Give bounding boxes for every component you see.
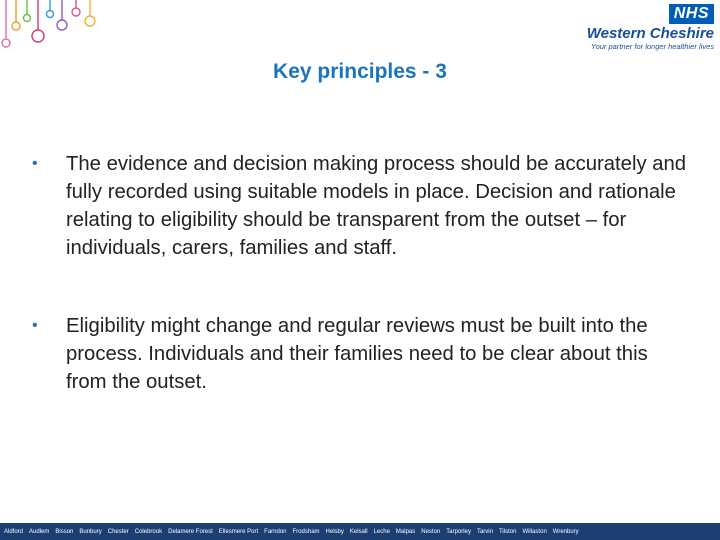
nhs-badge: NHS: [669, 4, 714, 24]
footer-town: Wrenbury: [552, 528, 579, 535]
logo-org-name: Western Cheshire: [586, 25, 714, 42]
bullet-text: Eligibility might change and regular reviews must be built into the process. Individuals and their families need to be clear about this from the outset.: [66, 315, 648, 393]
footer-town: Bunbury: [79, 528, 102, 535]
footer-town: Bisson: [55, 528, 74, 535]
bullet-item: [32, 150, 692, 262]
footer-town: Tarporley: [446, 528, 471, 535]
footer-town: Frodsham: [292, 528, 320, 535]
footer-town: Ellesmere Port: [218, 528, 259, 535]
footer-town: Helsby: [325, 528, 344, 535]
slide-title: Key principles - 3: [273, 60, 447, 83]
footer-town: Malpas: [395, 528, 416, 535]
bullet-icon: •: [32, 155, 38, 172]
footer-town: Farndon: [264, 528, 287, 535]
logo-tagline: Your partner for longer healthier lives: [591, 42, 714, 51]
nhs-western-cheshire-logo: [574, 4, 714, 50]
bullet-list: [32, 150, 692, 396]
footer-town: Leche: [373, 528, 390, 535]
bullet-icon: •: [32, 317, 38, 334]
footer-town: Delamere Forest: [168, 528, 213, 535]
footer-town: Kelsall: [349, 528, 368, 535]
bullet-text: The evidence and decision making process should be accurately and fully recorded using suitable models in place. Decision and rationale relating to eligibility should be transparent from the outset – for individuals, carers, families and staff.: [66, 153, 687, 259]
footer-town: Tarvin: [476, 528, 493, 535]
bullet-item: [32, 312, 692, 396]
decorative-hanging-circles: [0, 0, 110, 60]
footer-town: Audlem: [29, 528, 50, 535]
footer-town: Neston: [421, 528, 441, 535]
footer-town: Colebrook: [134, 528, 163, 535]
footer-town-strip: [0, 523, 720, 540]
footer-town: Willaston: [522, 528, 547, 535]
footer-town: Chester: [107, 528, 129, 535]
footer-town: Aldford: [4, 528, 24, 535]
footer-town: Tilston: [498, 528, 517, 535]
